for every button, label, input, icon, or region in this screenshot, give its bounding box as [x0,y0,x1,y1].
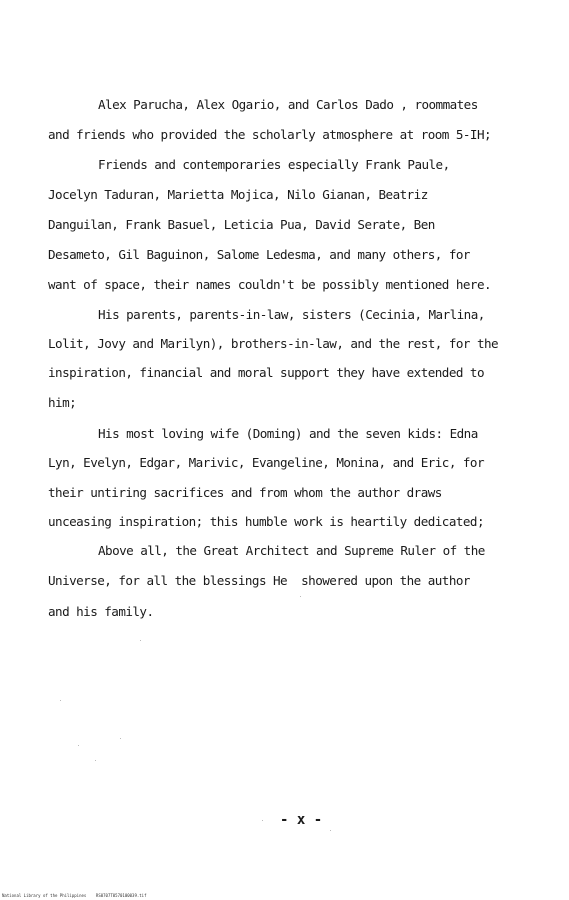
scan-speck [95,760,96,761]
scan-speck [120,738,121,739]
scan-speck [60,700,61,701]
text-line: unceasing inspiration; this humble work is heartily dedicated; [48,514,484,529]
text-line: Danguilan, Frank Basuel, Leticia Pua, David Serate, Ben [48,217,435,232]
text-line: their untiring sacrifices and from whom the author draws [48,485,442,500]
text-line: Lolit, Jovy and Marilyn), brothers-in-law, and the rest, for the [48,336,499,351]
text-line: Jocelyn Taduran, Marietta Mojica, Nilo Gianan, Beatriz [48,187,428,202]
page-number: - x - [280,812,323,828]
scan-speck [262,820,263,821]
text-line: Desameto, Gil Baguinon, Salome Ledesma, and many others, for [48,247,470,262]
scan-speck [78,745,79,746]
scan-footer: National Library of the Philippines RS0707T0570100039.tif [2,893,147,898]
text-line: inspiration, financial and moral support they have extended to [48,365,484,380]
text-line: want of space, their names couldn't be possibly mentioned here. [48,277,492,292]
scan-speck [300,596,301,597]
text-line: him; [48,395,77,410]
text-line: Friends and contemporaries especially Frank Paule, [98,157,450,172]
text-line: and his family. [48,604,154,619]
text-line: His parents, parents-in-law, sisters (Cecinia, Marlina, [98,307,485,322]
text-line: Above all, the Great Architect and Supreme Ruler of the [98,543,485,558]
text-line: and friends who provided the scholarly atmosphere at room 5-IH; [48,127,492,142]
scan-speck [140,640,141,641]
text-line: Lyn, Evelyn, Edgar, Marivic, Evangeline, Monina, and Eric, for [48,455,484,470]
text-line: His most loving wife (Doming) and the seven kids: Edna [98,426,478,441]
text-line: Alex Parucha, Alex Ogario, and Carlos Dado , roommates [98,97,478,112]
scan-speck [330,830,331,831]
text-line: Universe, for all the blessings He showered upon the author [48,573,470,588]
